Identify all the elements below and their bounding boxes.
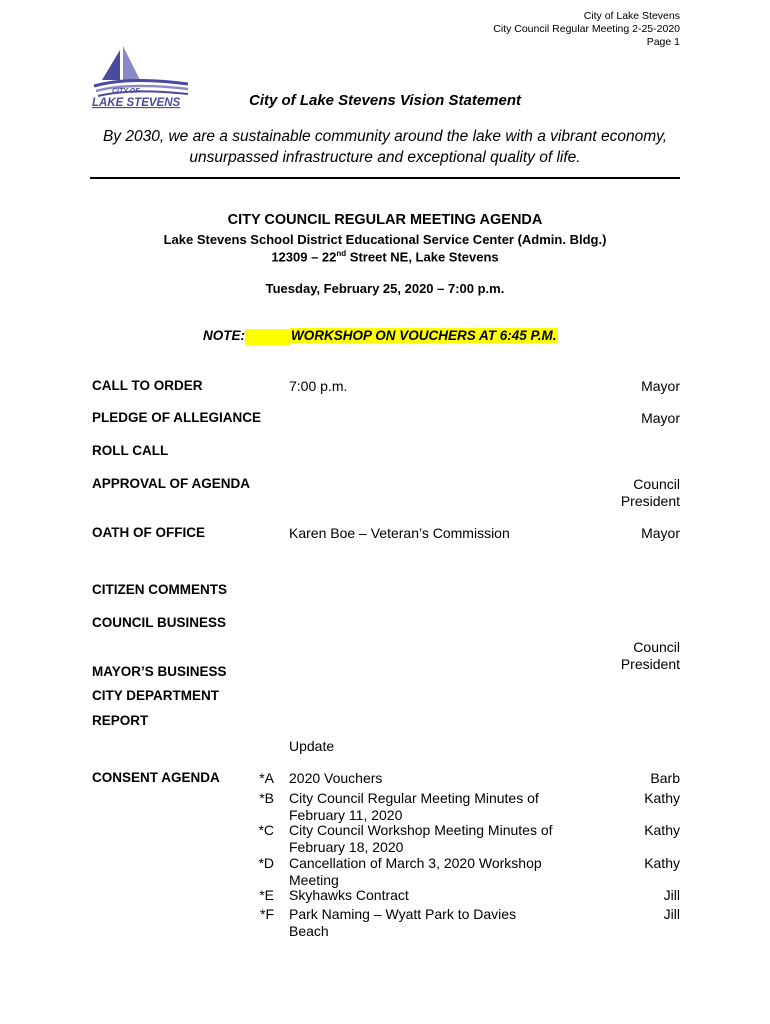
oath-presenter: Mayor	[641, 525, 680, 541]
consent-item-e	[289, 887, 559, 904]
consent-item-b-line-1: City Council Regular Meeting Minutes of	[289, 790, 539, 806]
logo-text-cityof: CITY OF	[112, 88, 140, 95]
council-business-presenter	[621, 639, 680, 672]
consent-item-d-line-1: Cancellation of March 3, 2020 Workshop	[289, 855, 542, 871]
vision-line-1: By 2030, we are a sustainable community around the lake with a vibrant economy,	[102, 128, 668, 145]
item-council-business: COUNCIL BUSINESS	[92, 615, 227, 630]
item-roll-call: ROLL CALL	[92, 443, 169, 458]
meeting-address	[0, 249, 770, 264]
council-business-presenter-line-1: Council	[633, 639, 680, 655]
department-update: Update	[289, 738, 335, 754]
item-call-to-order: CALL TO ORDER	[92, 378, 203, 393]
vision-statement	[60, 126, 710, 168]
consent-presenter-f: Jill	[663, 906, 680, 922]
consent-item-c-line-2: February 18, 2020	[289, 838, 404, 855]
consent-item-a	[289, 770, 559, 787]
consent-key-b: *B	[259, 790, 274, 806]
consent-item-b	[289, 790, 559, 823]
consent-key-d: *D	[258, 855, 274, 871]
approval-presenter-line-2: President	[620, 492, 680, 509]
page-header	[493, 10, 680, 49]
council-business-presenter-line-2: President	[620, 655, 680, 672]
meeting-location: Lake Stevens School District Educational Service Center (Admin. Bldg.)	[163, 232, 607, 247]
consent-item-b-line-2: February 11, 2020	[289, 806, 403, 823]
item-city-department-report: REPORT	[92, 713, 149, 728]
note-highlight	[245, 329, 290, 345]
note-text: WORKSHOP ON VOUCHERS AT 6:45 P.M.	[291, 328, 557, 343]
consent-key-a: *A	[259, 770, 274, 786]
consent-item-a-line-1: 2020 Vouchers	[289, 770, 383, 786]
address-ordinal: nd	[336, 249, 347, 258]
consent-presenter-a: Barb	[650, 770, 680, 786]
header-org: City of Lake Stevens	[583, 10, 680, 22]
approval-presenter-line-1: Council	[633, 476, 680, 492]
consent-presenter-c: Kathy	[644, 822, 680, 838]
item-oath: OATH OF OFFICE	[92, 525, 205, 540]
header-page: Page 1	[646, 36, 680, 48]
vision-line-2: unsurpassed infrastructure and exceptional quality of life.	[189, 149, 581, 166]
consent-item-f	[289, 906, 559, 939]
item-consent-agenda: CONSENT AGENDA	[92, 770, 220, 785]
meeting-date: Tuesday, February 25, 2020 – 7:00 p.m.	[265, 281, 505, 296]
consent-presenter-b: Kathy	[644, 790, 680, 806]
pledge-presenter: Mayor	[641, 410, 680, 426]
consent-item-e-line-1: Skyhawks Contract	[289, 887, 409, 903]
consent-key-c: *C	[258, 822, 274, 838]
header-meeting: City Council Regular Meeting 2-25-2020	[493, 23, 680, 35]
consent-item-f-line-1: Park Naming – Wyatt Park to Davies Beach	[289, 906, 517, 939]
consent-item-c	[289, 822, 559, 855]
consent-item-d	[289, 855, 559, 888]
address-number: 12309 – 22	[271, 249, 337, 265]
consent-item-c-line-1: City Council Workshop Meeting Minutes of	[289, 822, 553, 838]
consent-key-f: *F	[260, 906, 274, 922]
divider-rule	[90, 177, 680, 179]
consent-presenter-d: Kathy	[644, 855, 680, 871]
note-label: NOTE:	[203, 328, 245, 343]
consent-presenter-e: Jill	[663, 887, 680, 903]
oath-detail: Karen Boe – Veteran’s Commission	[289, 525, 510, 541]
agenda-title: CITY COUNCIL REGULAR MEETING AGENDA	[227, 212, 543, 228]
item-pledge: PLEDGE OF ALLEGIANCE	[92, 410, 262, 425]
item-approval: APPROVAL OF AGENDA	[92, 476, 251, 491]
call-to-order-time: 7:00 p.m.	[289, 378, 348, 394]
item-city-department: CITY DEPARTMENT	[92, 688, 220, 703]
item-citizen-comments: CITIZEN COMMENTS	[92, 582, 227, 597]
call-to-order-presenter: Mayor	[641, 378, 680, 394]
vision-title: City of Lake Stevens Vision Statement	[248, 92, 522, 109]
approval-presenter	[621, 476, 680, 509]
logo-text-lakestevens: LAKE STEVENS	[92, 97, 181, 109]
item-mayors-business: MAYOR’S BUSINESS	[92, 664, 227, 679]
consent-key-e: *E	[259, 887, 274, 903]
consent-item-d-line-2: Meeting	[289, 871, 339, 888]
address-street: Street NE, Lake Stevens	[346, 249, 499, 265]
